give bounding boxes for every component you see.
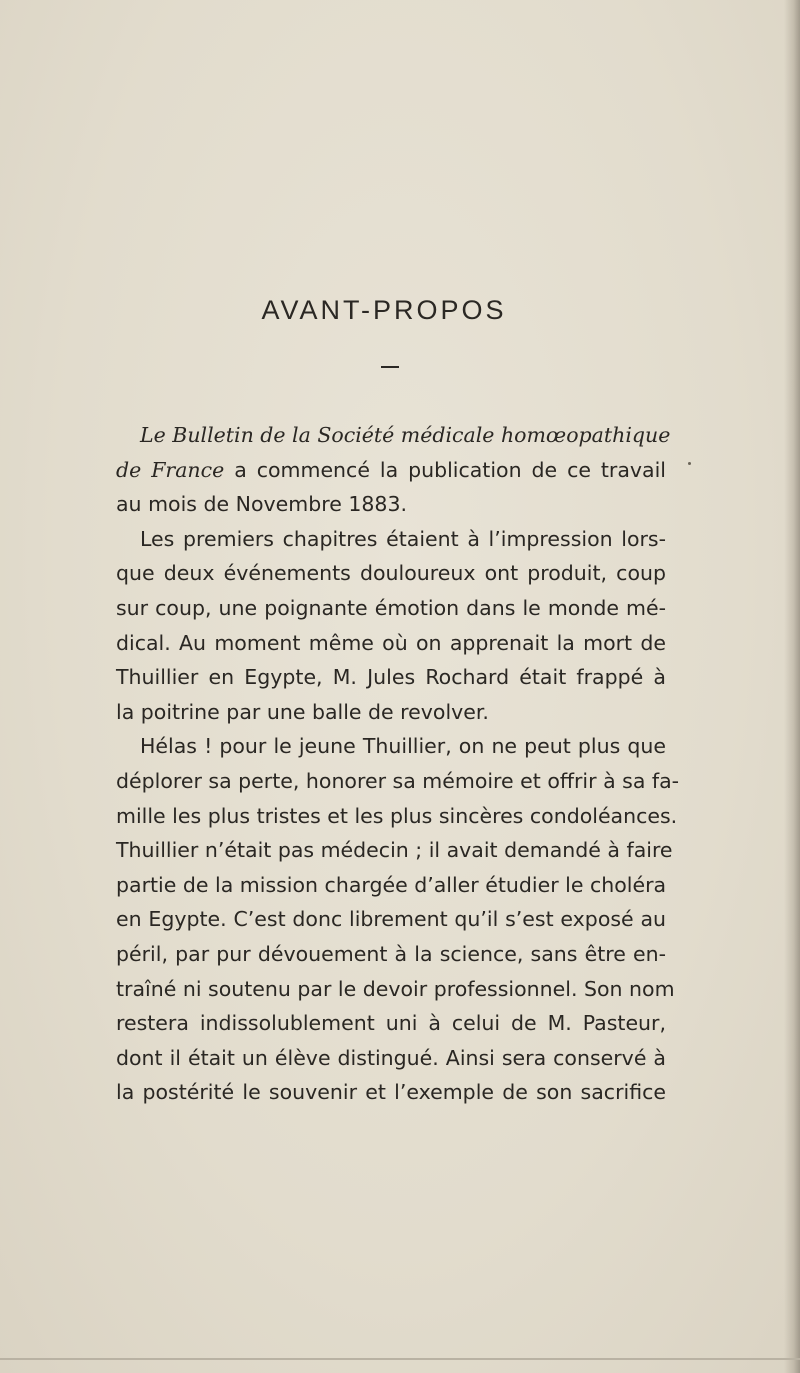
text-line: sur coup, une poignante émotion dans le monde mé- [116, 595, 666, 620]
text-line: dical. Au moment même où on apprenait la mort de [116, 630, 666, 655]
text-line: partie de la mission chargée d’aller étudier le choléra [116, 872, 667, 897]
text-line: déplorer sa perte, honorer sa mémoire et offrir à sa fa- [116, 768, 680, 793]
text-line: Thuillier n’était pas médecin ; il avait demandé à faire [116, 838, 673, 863]
text-line: traîné ni soutenu par le devoir professionnel. Son nom [116, 976, 675, 1001]
text-line: que deux événements douloureux ont produit, coup [116, 561, 666, 586]
page-bottom-rule [0, 1358, 800, 1360]
text-line [116, 418, 671, 453]
body-text [116, 418, 680, 1110]
text-line: en Egypte. C’est donc librement qu’il s’est exposé au [116, 907, 666, 932]
text-line [116, 487, 666, 522]
text-segment: a commencé la publication de ce travail [224, 457, 666, 482]
text-line: Hélas ! pour le jeune Thuillier, on ne peut plus que [140, 734, 666, 759]
text-line [116, 453, 666, 488]
text-line: Les premiers chapitres étaient à l’impression lors- [140, 526, 666, 551]
italic-text: de France [116, 457, 225, 482]
italic-text: Le Bulletin de la Société médicale homœopathique [140, 423, 671, 447]
page-edge-shadow [784, 0, 800, 1373]
page-title: AVANT-PROPOS [261, 295, 507, 325]
text-line: mille les plus tristes et les plus sincères condoléances. [116, 803, 678, 828]
title-rule [381, 366, 399, 368]
text-line: dont il était un élève distingué. Ainsi sera conservé à [116, 1045, 666, 1070]
text-segment: au mois de Novembre 1883. [116, 492, 408, 517]
text-line: Thuillier en Egypte, M. Jules Rochard était frappé à [116, 665, 666, 690]
text-line: restera indissolublement uni à celui de M. Pasteur, [116, 1011, 666, 1036]
text-line: la postérité le souvenir et l’exemple de son sacrifice [116, 1080, 666, 1105]
paper-speck [688, 462, 691, 465]
text-line: péril, par pur dévouement à la science, sans être en- [116, 941, 666, 966]
text-line: la poitrine par une balle de revolver. [116, 699, 489, 724]
